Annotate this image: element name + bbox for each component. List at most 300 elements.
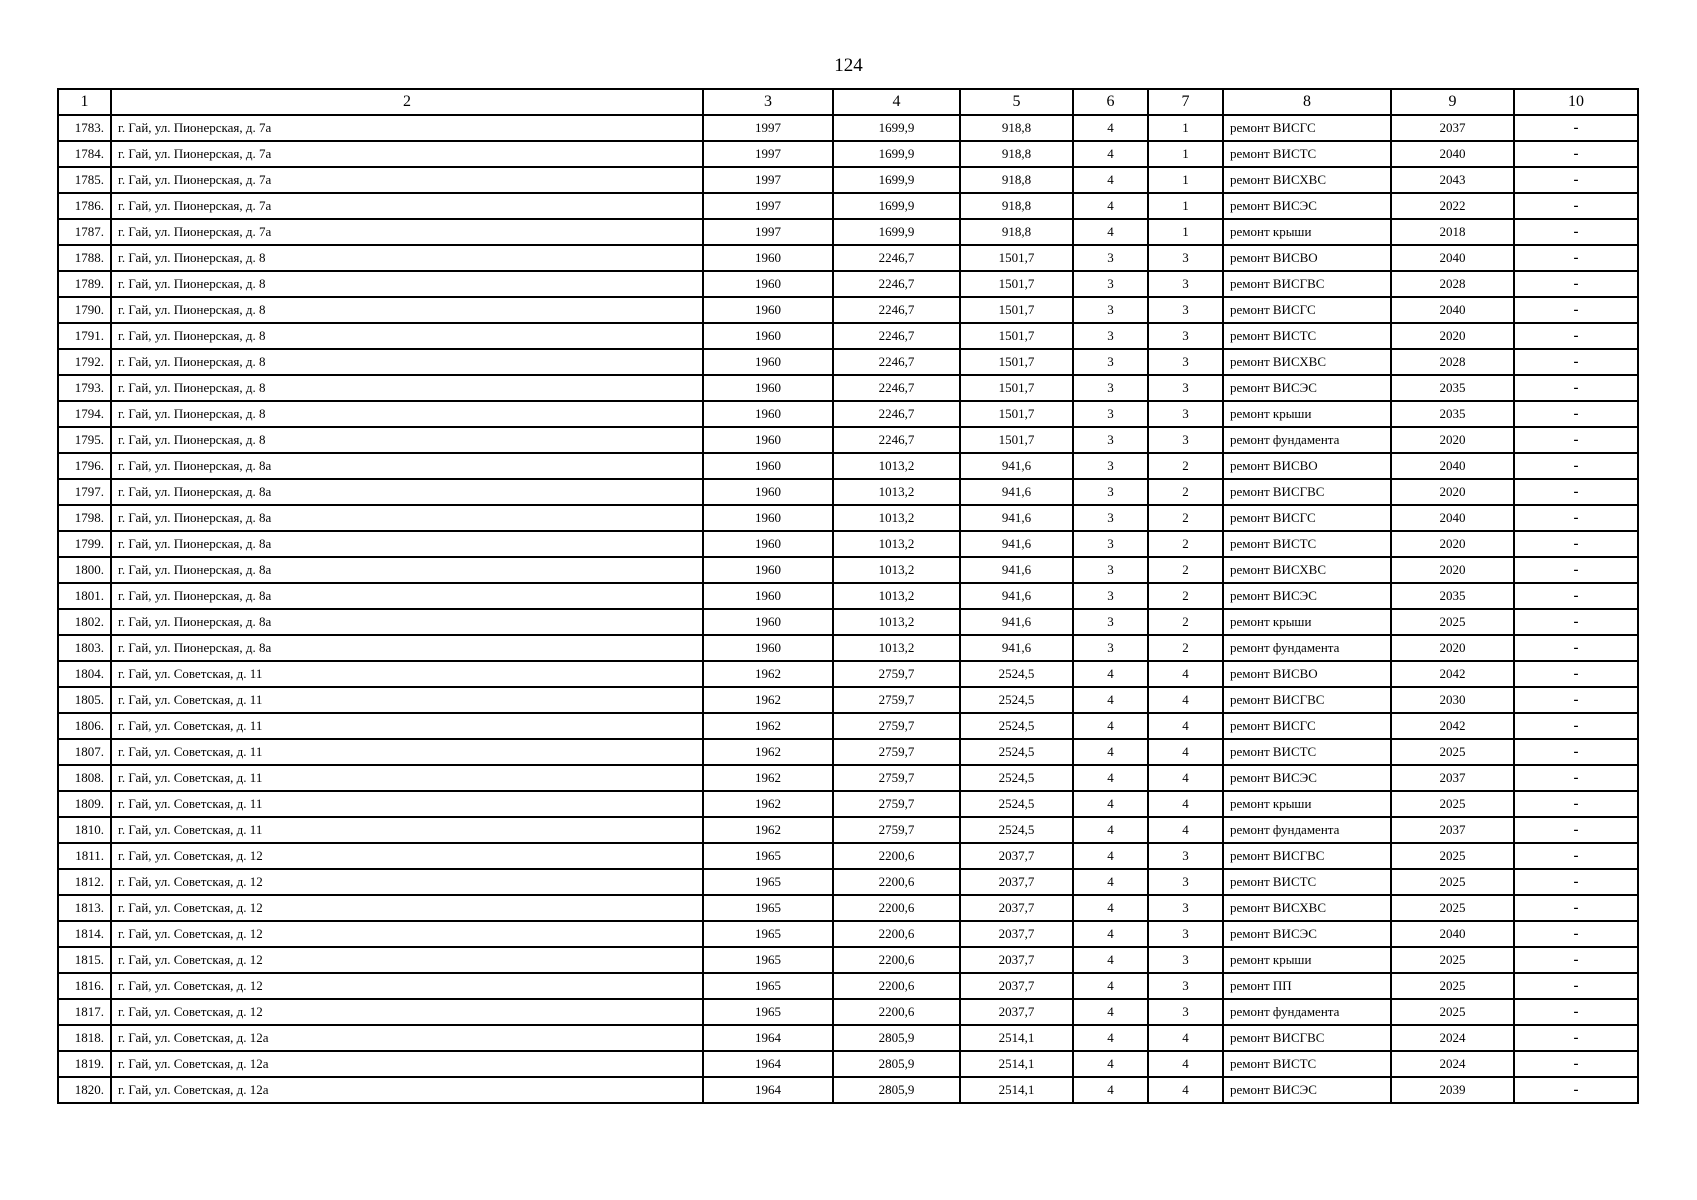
address-cell: г. Гай, ул. Советская, д. 12 — [111, 999, 703, 1025]
planned-year-cell: 2025 — [1391, 869, 1514, 895]
table-row — [58, 895, 1638, 921]
floors-cell: 4 — [1073, 193, 1148, 219]
total-area-cell: 2759,7 — [833, 739, 960, 765]
total-area-cell: 1013,2 — [833, 479, 960, 505]
row-number-cell: 1809. — [58, 791, 111, 817]
year-cell: 1960 — [703, 609, 833, 635]
work-type-cell: ремонт ПП — [1223, 973, 1391, 999]
work-type-cell: ремонт ВИСГВС — [1223, 271, 1391, 297]
floors-cell: 4 — [1073, 219, 1148, 245]
row-number-cell: 1804. — [58, 661, 111, 687]
table-row — [58, 401, 1638, 427]
note-cell: - — [1514, 219, 1638, 245]
work-type-cell: ремонт крыши — [1223, 947, 1391, 973]
planned-year-cell: 2024 — [1391, 1025, 1514, 1051]
planned-year-cell: 2040 — [1391, 921, 1514, 947]
floors-cell: 4 — [1073, 973, 1148, 999]
work-type-cell: ремонт ВИСТС — [1223, 869, 1391, 895]
row-number-cell: 1803. — [58, 635, 111, 661]
address-cell: г. Гай, ул. Пионерская, д. 8а — [111, 609, 703, 635]
total-area-cell: 1699,9 — [833, 219, 960, 245]
work-type-cell: ремонт крыши — [1223, 219, 1391, 245]
note-cell: - — [1514, 739, 1638, 765]
note-cell: - — [1514, 271, 1638, 297]
total-area-cell: 2759,7 — [833, 765, 960, 791]
floors-cell: 4 — [1073, 713, 1148, 739]
total-area-cell: 2200,6 — [833, 947, 960, 973]
row-number-cell: 1798. — [58, 505, 111, 531]
living-area-cell: 2524,5 — [960, 713, 1073, 739]
living-area-cell: 2037,7 — [960, 921, 1073, 947]
living-area-cell: 1501,7 — [960, 375, 1073, 401]
floors-cell: 3 — [1073, 479, 1148, 505]
total-area-cell: 2200,6 — [833, 921, 960, 947]
entrances-cell: 3 — [1148, 297, 1223, 323]
year-cell: 1962 — [703, 687, 833, 713]
address-cell: г. Гай, ул. Пионерская, д. 7а — [111, 219, 703, 245]
work-type-cell: ремонт ВИСВО — [1223, 453, 1391, 479]
note-cell: - — [1514, 999, 1638, 1025]
address-cell: г. Гай, ул. Пионерская, д. 8а — [111, 557, 703, 583]
living-area-cell: 2524,5 — [960, 687, 1073, 713]
floors-cell: 3 — [1073, 401, 1148, 427]
floors-cell: 4 — [1073, 1025, 1148, 1051]
planned-year-cell: 2018 — [1391, 219, 1514, 245]
total-area-cell: 1013,2 — [833, 609, 960, 635]
work-type-cell: ремонт фундамента — [1223, 427, 1391, 453]
row-number-cell: 1815. — [58, 947, 111, 973]
entrances-cell: 3 — [1148, 973, 1223, 999]
planned-year-cell: 2040 — [1391, 505, 1514, 531]
note-cell: - — [1514, 505, 1638, 531]
address-cell: г. Гай, ул. Пионерская, д. 8а — [111, 453, 703, 479]
header-cell-col-8: 8 — [1223, 89, 1391, 115]
living-area-cell: 2037,7 — [960, 869, 1073, 895]
planned-year-cell: 2035 — [1391, 401, 1514, 427]
year-cell: 1997 — [703, 115, 833, 141]
row-number-cell: 1814. — [58, 921, 111, 947]
table-row — [58, 505, 1638, 531]
entrances-cell: 1 — [1148, 219, 1223, 245]
entrances-cell: 1 — [1148, 115, 1223, 141]
living-area-cell: 2514,1 — [960, 1025, 1073, 1051]
table-row — [58, 661, 1638, 687]
total-area-cell: 2200,6 — [833, 973, 960, 999]
total-area-cell: 2200,6 — [833, 843, 960, 869]
living-area-cell: 2037,7 — [960, 973, 1073, 999]
total-area-cell: 2246,7 — [833, 323, 960, 349]
planned-year-cell: 2037 — [1391, 765, 1514, 791]
year-cell: 1960 — [703, 427, 833, 453]
floors-cell: 3 — [1073, 557, 1148, 583]
note-cell: - — [1514, 843, 1638, 869]
total-area-cell: 1013,2 — [833, 583, 960, 609]
floors-cell: 3 — [1073, 635, 1148, 661]
table-row — [58, 817, 1638, 843]
address-cell: г. Гай, ул. Советская, д. 12 — [111, 947, 703, 973]
planned-year-cell: 2025 — [1391, 739, 1514, 765]
floors-cell: 4 — [1073, 869, 1148, 895]
living-area-cell: 2037,7 — [960, 895, 1073, 921]
planned-year-cell: 2030 — [1391, 687, 1514, 713]
total-area-cell: 2805,9 — [833, 1077, 960, 1103]
note-cell: - — [1514, 167, 1638, 193]
header-cell-col-4: 4 — [833, 89, 960, 115]
row-number-cell: 1805. — [58, 687, 111, 713]
floors-cell: 4 — [1073, 1077, 1148, 1103]
table-row — [58, 765, 1638, 791]
planned-year-cell: 2040 — [1391, 245, 1514, 271]
note-cell: - — [1514, 375, 1638, 401]
table-row — [58, 635, 1638, 661]
row-number-cell: 1800. — [58, 557, 111, 583]
year-cell: 1997 — [703, 193, 833, 219]
living-area-cell: 918,8 — [960, 141, 1073, 167]
note-cell: - — [1514, 895, 1638, 921]
year-cell: 1965 — [703, 921, 833, 947]
year-cell: 1960 — [703, 401, 833, 427]
planned-year-cell: 2020 — [1391, 323, 1514, 349]
entrances-cell: 4 — [1148, 661, 1223, 687]
row-number-cell: 1789. — [58, 271, 111, 297]
year-cell: 1960 — [703, 557, 833, 583]
work-type-cell: ремонт ВИСХВС — [1223, 167, 1391, 193]
note-cell: - — [1514, 453, 1638, 479]
total-area-cell: 2246,7 — [833, 297, 960, 323]
entrances-cell: 2 — [1148, 583, 1223, 609]
entrances-cell: 3 — [1148, 349, 1223, 375]
header-row — [58, 89, 1638, 115]
planned-year-cell: 2042 — [1391, 713, 1514, 739]
planned-year-cell: 2020 — [1391, 479, 1514, 505]
living-area-cell: 2524,5 — [960, 791, 1073, 817]
row-number-cell: 1793. — [58, 375, 111, 401]
entrances-cell: 3 — [1148, 375, 1223, 401]
address-cell: г. Гай, ул. Советская, д. 11 — [111, 661, 703, 687]
work-type-cell: ремонт ВИСЭС — [1223, 1077, 1391, 1103]
floors-cell: 4 — [1073, 947, 1148, 973]
header-cell-col-7: 7 — [1148, 89, 1223, 115]
table-row — [58, 427, 1638, 453]
row-number-cell: 1799. — [58, 531, 111, 557]
work-type-cell: ремонт ВИСТС — [1223, 141, 1391, 167]
table-row — [58, 713, 1638, 739]
entrances-cell: 3 — [1148, 427, 1223, 453]
note-cell: - — [1514, 297, 1638, 323]
work-type-cell: ремонт фундамента — [1223, 999, 1391, 1025]
work-type-cell: ремонт крыши — [1223, 791, 1391, 817]
row-number-cell: 1807. — [58, 739, 111, 765]
living-area-cell: 1501,7 — [960, 271, 1073, 297]
floors-cell: 3 — [1073, 297, 1148, 323]
living-area-cell: 2037,7 — [960, 947, 1073, 973]
planned-year-cell: 2028 — [1391, 349, 1514, 375]
work-type-cell: ремонт ВИСГС — [1223, 505, 1391, 531]
row-number-cell: 1791. — [58, 323, 111, 349]
row-number-cell: 1806. — [58, 713, 111, 739]
year-cell: 1962 — [703, 713, 833, 739]
total-area-cell: 1699,9 — [833, 115, 960, 141]
table-row — [58, 297, 1638, 323]
work-type-cell: ремонт ВИСГВС — [1223, 843, 1391, 869]
floors-cell: 3 — [1073, 531, 1148, 557]
row-number-cell: 1794. — [58, 401, 111, 427]
floors-cell: 4 — [1073, 115, 1148, 141]
total-area-cell: 1013,2 — [833, 453, 960, 479]
total-area-cell: 2759,7 — [833, 713, 960, 739]
table-row — [58, 1077, 1638, 1103]
entrances-cell: 2 — [1148, 479, 1223, 505]
planned-year-cell: 2025 — [1391, 947, 1514, 973]
address-cell: г. Гай, ул. Советская, д. 11 — [111, 739, 703, 765]
planned-year-cell: 2025 — [1391, 895, 1514, 921]
work-type-cell: ремонт ВИСГВС — [1223, 1025, 1391, 1051]
year-cell: 1964 — [703, 1025, 833, 1051]
note-cell: - — [1514, 323, 1638, 349]
work-type-cell: ремонт ВИСВО — [1223, 245, 1391, 271]
note-cell: - — [1514, 583, 1638, 609]
planned-year-cell: 2020 — [1391, 635, 1514, 661]
year-cell: 1960 — [703, 479, 833, 505]
year-cell: 1960 — [703, 531, 833, 557]
living-area-cell: 918,8 — [960, 219, 1073, 245]
floors-cell: 4 — [1073, 791, 1148, 817]
note-cell: - — [1514, 791, 1638, 817]
year-cell: 1962 — [703, 661, 833, 687]
work-type-cell: ремонт крыши — [1223, 609, 1391, 635]
address-cell: г. Гай, ул. Пионерская, д. 7а — [111, 193, 703, 219]
entrances-cell: 1 — [1148, 193, 1223, 219]
work-type-cell: ремонт крыши — [1223, 401, 1391, 427]
planned-year-cell: 2035 — [1391, 583, 1514, 609]
entrances-cell: 3 — [1148, 323, 1223, 349]
entrances-cell: 3 — [1148, 245, 1223, 271]
note-cell: - — [1514, 531, 1638, 557]
note-cell: - — [1514, 245, 1638, 271]
living-area-cell: 2037,7 — [960, 843, 1073, 869]
living-area-cell: 2524,5 — [960, 765, 1073, 791]
work-type-cell: ремонт ВИСВО — [1223, 661, 1391, 687]
work-type-cell: ремонт ВИСГС — [1223, 115, 1391, 141]
entrances-cell: 1 — [1148, 167, 1223, 193]
entrances-cell: 2 — [1148, 635, 1223, 661]
row-number-cell: 1820. — [58, 1077, 111, 1103]
total-area-cell: 2200,6 — [833, 999, 960, 1025]
entrances-cell: 2 — [1148, 453, 1223, 479]
entrances-cell: 4 — [1148, 713, 1223, 739]
note-cell: - — [1514, 1025, 1638, 1051]
living-area-cell: 941,6 — [960, 531, 1073, 557]
address-cell: г. Гай, ул. Советская, д. 11 — [111, 713, 703, 739]
address-cell: г. Гай, ул. Пионерская, д. 8 — [111, 349, 703, 375]
floors-cell: 3 — [1073, 453, 1148, 479]
table-row — [58, 973, 1638, 999]
row-number-cell: 1810. — [58, 817, 111, 843]
address-cell: г. Гай, ул. Советская, д. 12 — [111, 973, 703, 999]
planned-year-cell: 2025 — [1391, 843, 1514, 869]
work-type-cell: ремонт фундамента — [1223, 635, 1391, 661]
entrances-cell: 4 — [1148, 1025, 1223, 1051]
total-area-cell: 2246,7 — [833, 245, 960, 271]
living-area-cell: 918,8 — [960, 167, 1073, 193]
table-row — [58, 583, 1638, 609]
living-area-cell: 941,6 — [960, 505, 1073, 531]
work-type-cell: ремонт ВИСТС — [1223, 323, 1391, 349]
address-cell: г. Гай, ул. Пионерская, д. 8 — [111, 401, 703, 427]
planned-year-cell: 2043 — [1391, 167, 1514, 193]
total-area-cell: 1013,2 — [833, 531, 960, 557]
total-area-cell: 1699,9 — [833, 141, 960, 167]
floors-cell: 4 — [1073, 999, 1148, 1025]
living-area-cell: 941,6 — [960, 453, 1073, 479]
row-number-cell: 1819. — [58, 1051, 111, 1077]
note-cell: - — [1514, 115, 1638, 141]
work-type-cell: ремонт ВИСХВС — [1223, 557, 1391, 583]
address-cell: г. Гай, ул. Советская, д. 11 — [111, 817, 703, 843]
note-cell: - — [1514, 349, 1638, 375]
work-type-cell: ремонт ВИСЭС — [1223, 921, 1391, 947]
planned-year-cell: 2037 — [1391, 115, 1514, 141]
row-number-cell: 1783. — [58, 115, 111, 141]
year-cell: 1965 — [703, 843, 833, 869]
work-type-cell: ремонт ВИСГС — [1223, 297, 1391, 323]
total-area-cell: 2759,7 — [833, 661, 960, 687]
row-number-cell: 1811. — [58, 843, 111, 869]
table-row — [58, 193, 1638, 219]
total-area-cell: 1013,2 — [833, 557, 960, 583]
living-area-cell: 941,6 — [960, 609, 1073, 635]
entrances-cell: 3 — [1148, 401, 1223, 427]
work-type-cell: ремонт ВИСХВС — [1223, 895, 1391, 921]
planned-year-cell: 2037 — [1391, 817, 1514, 843]
entrances-cell: 2 — [1148, 531, 1223, 557]
work-type-cell: ремонт ВИСТС — [1223, 531, 1391, 557]
work-type-cell: ремонт ВИСЭС — [1223, 765, 1391, 791]
total-area-cell: 1699,9 — [833, 167, 960, 193]
entrances-cell: 3 — [1148, 271, 1223, 297]
address-cell: г. Гай, ул. Пионерская, д. 7а — [111, 141, 703, 167]
note-cell: - — [1514, 921, 1638, 947]
table-body — [58, 115, 1638, 1103]
row-number-cell: 1801. — [58, 583, 111, 609]
total-area-cell: 1699,9 — [833, 193, 960, 219]
year-cell: 1965 — [703, 947, 833, 973]
table-row — [58, 115, 1638, 141]
address-cell: г. Гай, ул. Пионерская, д. 8 — [111, 271, 703, 297]
note-cell: - — [1514, 557, 1638, 583]
planned-year-cell: 2024 — [1391, 1051, 1514, 1077]
work-type-cell: ремонт ВИСЭС — [1223, 375, 1391, 401]
table-row — [58, 375, 1638, 401]
row-number-cell: 1787. — [58, 219, 111, 245]
work-type-cell: ремонт ВИСГВС — [1223, 479, 1391, 505]
work-type-cell: ремонт ВИСГВС — [1223, 687, 1391, 713]
entrances-cell: 3 — [1148, 921, 1223, 947]
work-type-cell: ремонт ВИСЭС — [1223, 583, 1391, 609]
floors-cell: 4 — [1073, 1051, 1148, 1077]
year-cell: 1960 — [703, 505, 833, 531]
header-cell-col-5: 5 — [960, 89, 1073, 115]
floors-cell: 4 — [1073, 141, 1148, 167]
year-cell: 1960 — [703, 375, 833, 401]
total-area-cell: 2759,7 — [833, 817, 960, 843]
entrances-cell: 3 — [1148, 999, 1223, 1025]
planned-year-cell: 2035 — [1391, 375, 1514, 401]
note-cell: - — [1514, 661, 1638, 687]
note-cell: - — [1514, 713, 1638, 739]
total-area-cell: 2805,9 — [833, 1025, 960, 1051]
note-cell: - — [1514, 609, 1638, 635]
year-cell: 1960 — [703, 271, 833, 297]
address-cell: г. Гай, ул. Советская, д. 12 — [111, 843, 703, 869]
table-row — [58, 531, 1638, 557]
address-cell: г. Гай, ул. Советская, д. 11 — [111, 765, 703, 791]
year-cell: 1960 — [703, 245, 833, 271]
repair-schedule-table — [57, 88, 1639, 1104]
row-number-cell: 1785. — [58, 167, 111, 193]
address-cell: г. Гай, ул. Пионерская, д. 8а — [111, 531, 703, 557]
table-row — [58, 609, 1638, 635]
planned-year-cell: 2020 — [1391, 531, 1514, 557]
year-cell: 1960 — [703, 297, 833, 323]
entrances-cell: 3 — [1148, 843, 1223, 869]
year-cell: 1960 — [703, 583, 833, 609]
work-type-cell: ремонт ВИСТС — [1223, 739, 1391, 765]
address-cell: г. Гай, ул. Пионерская, д. 8 — [111, 297, 703, 323]
year-cell: 1962 — [703, 765, 833, 791]
floors-cell: 3 — [1073, 245, 1148, 271]
floors-cell: 3 — [1073, 609, 1148, 635]
address-cell: г. Гай, ул. Советская, д. 11 — [111, 687, 703, 713]
total-area-cell: 2759,7 — [833, 791, 960, 817]
entrances-cell: 4 — [1148, 1077, 1223, 1103]
address-cell: г. Гай, ул. Пионерская, д. 8 — [111, 427, 703, 453]
table-row — [58, 1051, 1638, 1077]
address-cell: г. Гай, ул. Пионерская, д. 8а — [111, 479, 703, 505]
row-number-cell: 1795. — [58, 427, 111, 453]
planned-year-cell: 2025 — [1391, 999, 1514, 1025]
year-cell: 1997 — [703, 167, 833, 193]
table-row — [58, 453, 1638, 479]
table-row — [58, 921, 1638, 947]
floors-cell: 4 — [1073, 921, 1148, 947]
living-area-cell: 1501,7 — [960, 323, 1073, 349]
planned-year-cell: 2039 — [1391, 1077, 1514, 1103]
note-cell: - — [1514, 635, 1638, 661]
entrances-cell: 4 — [1148, 1051, 1223, 1077]
planned-year-cell: 2025 — [1391, 973, 1514, 999]
address-cell: г. Гай, ул. Советская, д. 12 — [111, 921, 703, 947]
row-number-cell: 1784. — [58, 141, 111, 167]
planned-year-cell: 2042 — [1391, 661, 1514, 687]
entrances-cell: 4 — [1148, 765, 1223, 791]
row-number-cell: 1816. — [58, 973, 111, 999]
floors-cell: 3 — [1073, 505, 1148, 531]
living-area-cell: 1501,7 — [960, 401, 1073, 427]
total-area-cell: 2200,6 — [833, 869, 960, 895]
floors-cell: 3 — [1073, 375, 1148, 401]
year-cell: 1965 — [703, 895, 833, 921]
total-area-cell: 2246,7 — [833, 349, 960, 375]
total-area-cell: 2246,7 — [833, 427, 960, 453]
planned-year-cell: 2040 — [1391, 297, 1514, 323]
table-row — [58, 557, 1638, 583]
table-row — [58, 349, 1638, 375]
address-cell: г. Гай, ул. Советская, д. 12 — [111, 869, 703, 895]
entrances-cell: 4 — [1148, 687, 1223, 713]
entrances-cell: 2 — [1148, 557, 1223, 583]
year-cell: 1962 — [703, 739, 833, 765]
